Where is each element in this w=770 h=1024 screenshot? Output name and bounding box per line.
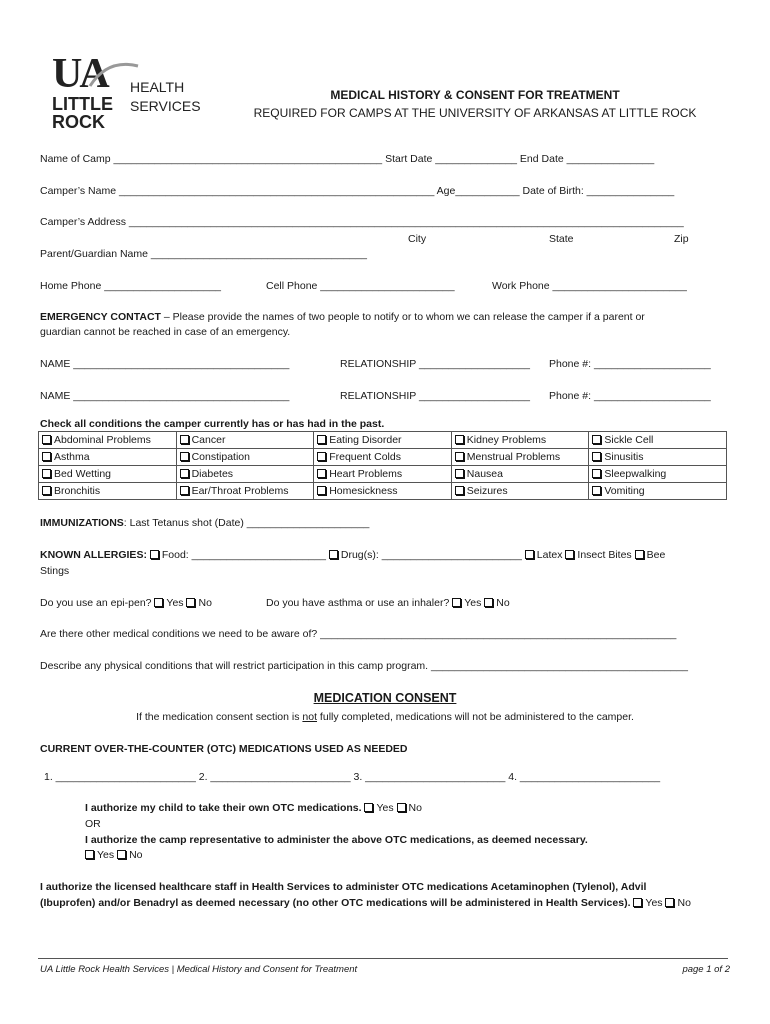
- auth-rep-yes-label: Yes: [97, 849, 115, 861]
- otc-heading: CURRENT OVER-THE-COUNTER (OTC) MEDICATIONS USED AS NEEDED: [40, 743, 408, 755]
- immunizations-line[interactable]: [40, 517, 369, 529]
- condition-cell[interactable]: [589, 449, 727, 466]
- guardian-field[interactable]: Parent/Guardian Name _____________________________________: [40, 248, 367, 260]
- condition-cell[interactable]: [39, 432, 177, 449]
- state-label: State: [549, 233, 574, 245]
- condition-label: Diabetes: [191, 468, 234, 480]
- asthma-label: Do you have asthma or use an inhaler?: [266, 597, 450, 609]
- auth-self-yes-checkbox[interactable]: [364, 803, 373, 812]
- condition-label: Vomiting: [604, 485, 645, 497]
- condition-checkbox[interactable]: [180, 469, 189, 478]
- condition-checkbox[interactable]: [592, 452, 601, 461]
- health-services-line2: SERVICES: [130, 98, 201, 114]
- condition-cell[interactable]: [176, 466, 314, 483]
- auth-staff-yes-checkbox[interactable]: [633, 898, 642, 907]
- condition-checkbox[interactable]: [42, 452, 51, 461]
- work-phone-field[interactable]: Work Phone _______________________: [492, 280, 687, 292]
- condition-cell[interactable]: [314, 432, 452, 449]
- condition-checkbox[interactable]: [317, 486, 326, 495]
- emergency-name-1[interactable]: NAME _____________________________________: [40, 358, 290, 370]
- condition-cell[interactable]: [314, 466, 452, 483]
- condition-label: Nausea: [466, 468, 503, 480]
- condition-cell[interactable]: [589, 432, 727, 449]
- condition-label: Abdominal Problems: [54, 434, 151, 446]
- condition-cell[interactable]: [39, 449, 177, 466]
- or-text: OR: [85, 818, 101, 830]
- condition-checkbox[interactable]: [42, 435, 51, 444]
- condition-checkbox[interactable]: [42, 486, 51, 495]
- condition-checkbox[interactable]: [455, 469, 464, 478]
- epipen-no-checkbox[interactable]: [186, 598, 195, 607]
- medication-note: [0, 711, 770, 723]
- conditions-row: [39, 483, 727, 500]
- physical-conditions-field[interactable]: Describe any physical conditions that will restrict participation in this camp program. ____________________________________________: [40, 660, 688, 672]
- food-checkbox[interactable]: [150, 550, 159, 559]
- asthma-no-checkbox[interactable]: [484, 598, 493, 607]
- epipen-yes-label: Yes: [166, 597, 184, 609]
- footer-divider: [38, 958, 728, 959]
- auth-self-text: I authorize my child to take their own OTC medications.: [85, 802, 362, 814]
- auth-self-yes-label: Yes: [376, 802, 394, 814]
- auth-staff-text1: I authorize the licensed healthcare staff in Health Services to administer OTC medications Acetaminophen (Tylenol), Advil: [40, 881, 647, 893]
- condition-label: Bronchitis: [54, 485, 101, 497]
- allergy-insect: Insect Bites: [577, 549, 632, 561]
- condition-label: Sleepwalking: [604, 468, 667, 480]
- emergency-text2: guardian cannot be reached in case of an emergency.: [40, 326, 291, 338]
- asthma-yes-checkbox[interactable]: [452, 598, 461, 607]
- asthma-no-label: No: [496, 597, 510, 609]
- home-phone-field[interactable]: Home Phone ____________________: [40, 280, 221, 292]
- auth-staff-text2: (Ibuprofen) and/or Benadryl as deemed necessary (no other OTC medications will be administered in Health Services).: [40, 897, 631, 909]
- condition-checkbox[interactable]: [180, 435, 189, 444]
- condition-label: Frequent Colds: [329, 451, 401, 463]
- condition-cell[interactable]: [176, 432, 314, 449]
- emergency-name-2[interactable]: NAME _____________________________________: [40, 390, 290, 402]
- condition-checkbox[interactable]: [180, 452, 189, 461]
- epipen-yes-checkbox[interactable]: [154, 598, 163, 607]
- condition-checkbox[interactable]: [455, 486, 464, 495]
- condition-label: Ear/Throat Problems: [191, 485, 289, 497]
- condition-checkbox[interactable]: [317, 435, 326, 444]
- allergy-stings: Stings: [40, 565, 70, 577]
- auth-self-line: [85, 802, 422, 814]
- epipen-label: Do you use an epi-pen?: [40, 597, 152, 609]
- condition-checkbox[interactable]: [180, 486, 189, 495]
- health-services-line1: HEALTH: [130, 79, 185, 95]
- condition-label: Heart Problems: [329, 468, 403, 480]
- zip-label: Zip: [674, 233, 689, 245]
- condition-cell[interactable]: [451, 466, 589, 483]
- immunizations-text: : Last Tetanus shot (Date) _____________________: [123, 517, 370, 529]
- allergies-label: KNOWN ALLERGIES:: [40, 549, 147, 561]
- logo-rock: ROCK: [52, 112, 105, 132]
- auth-self-no-label: No: [408, 802, 422, 814]
- condition-label: Seizures: [466, 485, 508, 497]
- medication-note-not: not: [302, 711, 318, 723]
- auth-staff-no-label: No: [677, 897, 691, 909]
- condition-checkbox[interactable]: [317, 469, 326, 478]
- cell-phone-field[interactable]: Cell Phone _______________________: [266, 280, 455, 292]
- auth-self-no-checkbox[interactable]: [397, 803, 406, 812]
- bee-checkbox[interactable]: [635, 550, 644, 559]
- emergency-phone-2[interactable]: Phone #: ____________________: [549, 390, 711, 402]
- epipen-no-label: No: [198, 597, 212, 609]
- allergy-drugs[interactable]: Drug(s): ________________________: [340, 549, 522, 561]
- condition-cell[interactable]: [451, 449, 589, 466]
- immunizations-label: IMMUNIZATIONS: [40, 517, 124, 529]
- condition-checkbox[interactable]: [42, 469, 51, 478]
- footer-left: UA Little Rock Health Services | Medical History and Consent for Treatment: [40, 964, 358, 975]
- emergency-intro: [40, 311, 645, 323]
- emergency-relationship-1[interactable]: RELATIONSHIP ___________________: [340, 358, 530, 370]
- footer-page-number: page 1 of 2: [682, 964, 730, 975]
- condition-label: Bed Wetting: [54, 468, 112, 480]
- drug-checkbox[interactable]: [329, 550, 338, 559]
- condition-checkbox[interactable]: [455, 452, 464, 461]
- condition-cell[interactable]: [589, 483, 727, 500]
- condition-label: Homesickness: [329, 485, 398, 497]
- auth-rep-no-label: No: [129, 849, 143, 861]
- condition-checkbox[interactable]: [455, 435, 464, 444]
- other-conditions-field[interactable]: Are there other medical conditions we need to be aware of? _____________________________________________________________: [40, 628, 677, 640]
- allergy-bee: Bee: [646, 549, 666, 561]
- condition-label: Sinusitis: [604, 451, 644, 463]
- address-field[interactable]: Camper’s Address _______________________________________________________________________________________________: [40, 216, 684, 228]
- condition-label: Menstrual Problems: [466, 451, 561, 463]
- emergency-text1: – Please provide the names of two people to notify or to whom we can release the camper if a parent or: [160, 311, 645, 323]
- camper-field[interactable]: Camper’s Name ______________________________________________________ Age___________ Date of Birth: _______________: [40, 185, 675, 197]
- conditions-table: [38, 431, 727, 500]
- condition-cell[interactable]: [176, 449, 314, 466]
- condition-checkbox[interactable]: [592, 435, 601, 444]
- condition-label: Constipation: [191, 451, 250, 463]
- auth-staff-no-checkbox[interactable]: [665, 898, 674, 907]
- logo-ua-text: UA: [52, 51, 107, 97]
- page-title: MEDICAL HISTORY & CONSENT FOR TREATMENT: [330, 88, 620, 102]
- condition-cell[interactable]: [314, 483, 452, 500]
- medication-note-b: fully completed, medications will not be administered to the camper.: [317, 711, 634, 723]
- medication-consent-heading: MEDICATION CONSENT: [313, 691, 457, 705]
- emergency-label: EMERGENCY CONTACT: [40, 311, 161, 323]
- allergy-food[interactable]: Food: _______________________: [161, 549, 326, 561]
- conditions-row: [39, 432, 727, 449]
- conditions-heading: Check all conditions the camper currently has or has had in the past.: [40, 418, 385, 430]
- condition-cell[interactable]: [589, 466, 727, 483]
- insect-checkbox[interactable]: [565, 550, 574, 559]
- logo-little: LITTLE: [52, 94, 113, 114]
- asthma-question: [266, 597, 510, 609]
- condition-label: Cancer: [191, 434, 226, 446]
- condition-cell[interactable]: [39, 466, 177, 483]
- emergency-relationship-2[interactable]: RELATIONSHIP ___________________: [340, 390, 530, 402]
- condition-label: Kidney Problems: [466, 434, 547, 446]
- condition-cell[interactable]: [451, 432, 589, 449]
- condition-checkbox[interactable]: [592, 469, 601, 478]
- page-subtitle: REQUIRED FOR CAMPS AT THE UNIVERSITY OF ARKANSAS AT LITTLE ROCK: [253, 106, 697, 120]
- emergency-phone-1[interactable]: Phone #: ____________________: [549, 358, 711, 370]
- condition-label: Eating Disorder: [329, 434, 402, 446]
- conditions-row: [39, 466, 727, 483]
- condition-cell[interactable]: [176, 483, 314, 500]
- otc-list-fields[interactable]: 1. ________________________ 2. ________________________ 3. ________________________ 4. ________________________: [44, 771, 661, 783]
- camp-field[interactable]: Name of Camp ______________________________________________ Start Date ______________ End Date _______________: [40, 153, 655, 165]
- auth-staff-line2: [40, 897, 691, 909]
- auth-rep-yes-checkbox[interactable]: [85, 850, 94, 859]
- auth-rep-options: [85, 849, 143, 861]
- condition-checkbox[interactable]: [317, 452, 326, 461]
- condition-cell[interactable]: [39, 483, 177, 500]
- auth-staff-yes-label: Yes: [645, 897, 663, 909]
- auth-rep-text: I authorize the camp representative to administer the above OTC medications, as deemed necessary.: [85, 834, 588, 846]
- conditions-row: [39, 449, 727, 466]
- condition-label: Sickle Cell: [604, 434, 654, 446]
- medication-note-a: If the medication consent section is: [136, 711, 303, 723]
- auth-rep-no-checkbox[interactable]: [117, 850, 126, 859]
- latex-checkbox[interactable]: [525, 550, 534, 559]
- epipen-question: [40, 597, 212, 609]
- allergy-latex: Latex: [536, 549, 563, 561]
- condition-label: Asthma: [54, 451, 90, 463]
- city-label: City: [408, 233, 427, 245]
- allergies-line: [40, 549, 665, 561]
- asthma-yes-label: Yes: [464, 597, 482, 609]
- ua-logo: [52, 51, 107, 97]
- condition-cell[interactable]: [451, 483, 589, 500]
- condition-checkbox[interactable]: [592, 486, 601, 495]
- condition-cell[interactable]: [314, 449, 452, 466]
